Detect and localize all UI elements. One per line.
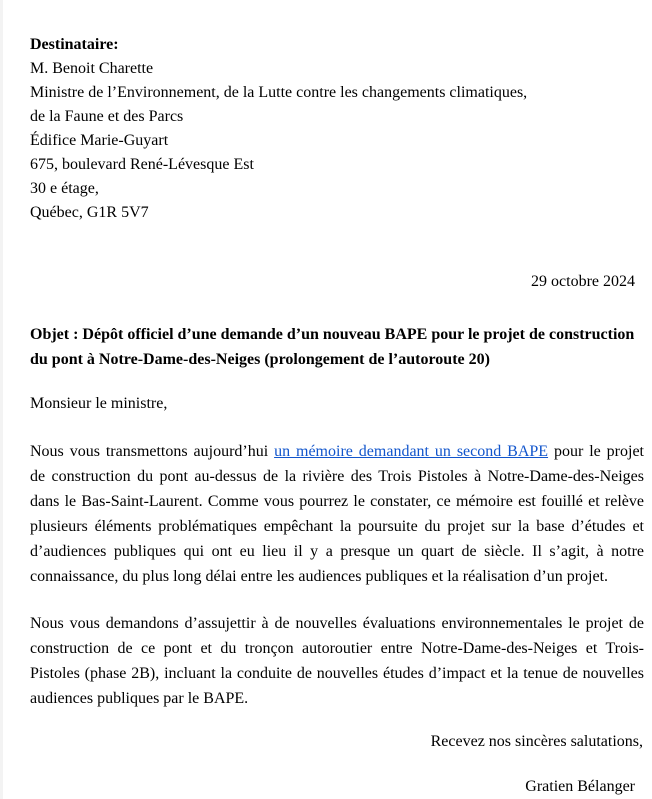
body-line: Pistoles (phase 2B), incluant la conduite de nouvelles études d’impact et la tenue de nouvelles	[30, 665, 644, 682]
body-line: audiences publiques par le BAPE.	[30, 690, 249, 707]
subject-block	[30, 322, 644, 372]
recipient-block	[30, 33, 644, 225]
recipient-line: M. Benoit Charette	[30, 60, 154, 77]
body-text: Nous vous transmettons aujourd’hui	[30, 443, 275, 460]
body-line: construction de ce pont et du tronçon autoroutier entre Notre-Dame-des-Neiges et Trois-	[30, 640, 644, 657]
recipient-line: Québec, G1R 5V7	[30, 204, 149, 221]
body-line: connaissance, du plus long délai entre les audiences publiques et la réalisation d’un projet.	[30, 568, 609, 585]
body-line: de construction du pont au-dessus de la rivière des Trois Pistoles à Notre-Dame-des-Neiges	[30, 468, 644, 485]
recipient-line: Ministre de l’Environnement, de la Lutte contre les changements climatiques,	[30, 84, 528, 101]
recipient-line: 675, boulevard René-Lévesque Est	[30, 156, 254, 173]
subject-line: du pont à Notre-Dame-des-Neiges (prolongement de l’autoroute 20)	[30, 351, 490, 368]
paragraph-1	[30, 439, 644, 589]
recipient-label: Destinataire:	[30, 36, 119, 53]
body-line: dans le Bas-Saint-Laurent. Comme vous pourrez le constater, ce mémoire est fouillé et relève	[30, 493, 644, 510]
closing-line: Recevez nos sincères salutations,	[430, 733, 643, 750]
recipient-line: 30 e étage,	[30, 180, 99, 197]
recipient-line: Édifice Marie-Guyart	[30, 132, 169, 149]
page-left-edge	[0, 0, 3, 799]
salutation-line: Monsieur le ministre,	[30, 395, 168, 412]
memoire-link[interactable]: un mémoire demandant un second BAPE	[274, 443, 549, 460]
body-line: d’audiences publiques qui ont eu lieu il y a presque un quart de siècle. Il s’agit, à notre	[30, 543, 644, 560]
subject-line: Objet : Dépôt officiel d’une demande d’un nouveau BAPE pour le projet de construction	[30, 326, 635, 343]
body-line: Nous vous demandons d’assujettir à de nouvelles évaluations environnementales le projet de	[30, 615, 644, 632]
body-text: pour le projet	[548, 443, 645, 460]
body-line	[30, 439, 644, 464]
recipient-line: de la Faune et des Parcs	[30, 108, 184, 125]
paragraph-2	[30, 611, 644, 711]
body-line: plusieurs éléments problématiques empêchant la poursuite du projet sur la base d’études et	[30, 518, 644, 535]
date-line: 29 octobre 2024	[531, 273, 635, 290]
signature-line: Gratien Bélanger	[525, 778, 635, 795]
